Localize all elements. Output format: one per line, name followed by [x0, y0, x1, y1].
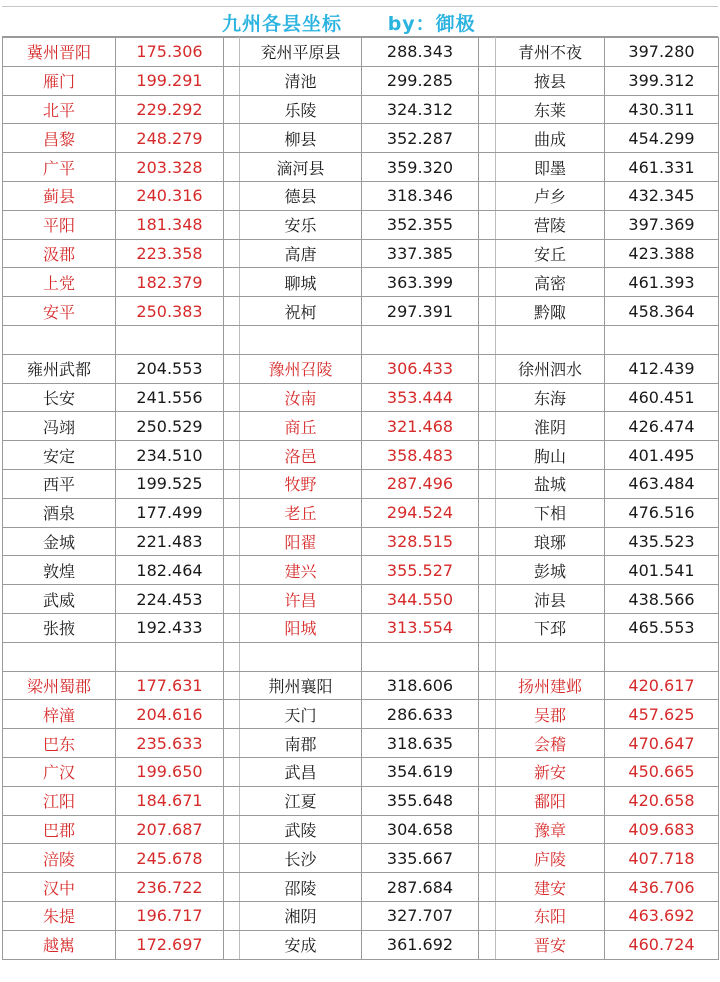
county-name-cell: 冯翊 [3, 412, 116, 441]
empty-cell [224, 527, 240, 556]
empty-cell [479, 786, 496, 815]
empty-cell [224, 556, 240, 585]
coordinate-cell: 454.299 [605, 124, 719, 153]
coordinate-cell: 397.369 [605, 210, 719, 239]
empty-cell [224, 700, 240, 729]
empty-cell [479, 729, 496, 758]
coordinate-cell: 409.683 [605, 815, 719, 844]
table-row [3, 469, 719, 498]
empty-cell [479, 498, 496, 527]
coordinate-cell: 463.692 [605, 901, 719, 930]
coordinate-cell: 207.687 [116, 815, 224, 844]
table-row [3, 383, 719, 412]
coordinate-cell: 204.616 [116, 700, 224, 729]
empty-cell [479, 671, 496, 700]
title-row [2, 6, 718, 37]
county-table [2, 37, 719, 960]
county-name-cell: 西平 [3, 469, 116, 498]
coordinate-cell: 423.388 [605, 239, 719, 268]
county-name-cell: 长沙 [240, 844, 362, 873]
county-name-cell: 扬州建邺 [496, 671, 605, 700]
coordinate-cell: 450.665 [605, 757, 719, 786]
empty-cell [224, 66, 240, 95]
coordinate-cell: 327.707 [362, 901, 479, 930]
coordinate-cell: 436.706 [605, 873, 719, 902]
county-name-cell: 洛邑 [240, 441, 362, 470]
county-name-cell: 会稽 [496, 729, 605, 758]
county-name-cell: 下邳 [496, 613, 605, 642]
coordinate-cell: 235.633 [116, 729, 224, 758]
empty-cell [479, 585, 496, 614]
county-name-cell: 德县 [240, 181, 362, 210]
coordinate-cell: 294.524 [362, 498, 479, 527]
coordinate-cell: 229.292 [116, 95, 224, 124]
empty-cell [224, 901, 240, 930]
empty-cell [224, 815, 240, 844]
empty-cell [479, 38, 496, 67]
empty-cell [479, 556, 496, 585]
coordinate-cell: 318.635 [362, 729, 479, 758]
county-name-cell: 冀州晋阳 [3, 38, 116, 67]
empty-cell [479, 412, 496, 441]
county-name-cell: 许昌 [240, 585, 362, 614]
coordinate-cell: 203.328 [116, 153, 224, 182]
empty-cell [240, 325, 362, 354]
empty-cell [605, 642, 719, 671]
coordinate-cell: 177.499 [116, 498, 224, 527]
empty-cell [240, 642, 362, 671]
empty-cell [479, 383, 496, 412]
county-name-cell: 卢乡 [496, 181, 605, 210]
coordinate-cell: 245.678 [116, 844, 224, 873]
county-name-cell: 汝南 [240, 383, 362, 412]
coordinate-cell: 363.399 [362, 268, 479, 297]
empty-cell [479, 901, 496, 930]
empty-cell [224, 671, 240, 700]
table-row [3, 613, 719, 642]
county-name-cell: 酒泉 [3, 498, 116, 527]
table-row [3, 38, 719, 67]
empty-cell [224, 786, 240, 815]
coordinate-cell: 354.619 [362, 757, 479, 786]
county-name-cell: 汉中 [3, 873, 116, 902]
table-row [3, 873, 719, 902]
empty-cell [3, 642, 116, 671]
empty-cell [479, 700, 496, 729]
coordinate-cell: 318.346 [362, 181, 479, 210]
table-row [3, 585, 719, 614]
county-name-cell: 徐州泗水 [496, 354, 605, 383]
county-name-cell: 牧野 [240, 469, 362, 498]
county-name-cell: 南郡 [240, 729, 362, 758]
empty-cell [224, 239, 240, 268]
county-name-cell: 鄱阳 [496, 786, 605, 815]
table-row [3, 441, 719, 470]
empty-cell [479, 757, 496, 786]
coordinate-cell: 236.722 [116, 873, 224, 902]
empty-cell [496, 325, 605, 354]
empty-cell [224, 729, 240, 758]
county-name-cell: 武威 [3, 585, 116, 614]
county-name-cell: 雁门 [3, 66, 116, 95]
coordinate-cell: 224.453 [116, 585, 224, 614]
county-name-cell: 老丘 [240, 498, 362, 527]
table-row [3, 297, 719, 326]
empty-cell [224, 844, 240, 873]
county-name-cell: 掖县 [496, 66, 605, 95]
empty-cell [496, 642, 605, 671]
county-name-cell: 蓟县 [3, 181, 116, 210]
coordinate-cell: 328.515 [362, 527, 479, 556]
coordinate-cell: 234.510 [116, 441, 224, 470]
coordinate-cell: 250.383 [116, 297, 224, 326]
coordinate-cell: 318.606 [362, 671, 479, 700]
empty-cell [224, 153, 240, 182]
empty-cell [224, 383, 240, 412]
coordinate-cell: 353.444 [362, 383, 479, 412]
empty-cell [224, 613, 240, 642]
table-row [3, 901, 719, 930]
county-name-cell: 邵陵 [240, 873, 362, 902]
table-row [3, 239, 719, 268]
coordinate-cell: 199.650 [116, 757, 224, 786]
empty-cell [479, 527, 496, 556]
empty-cell [224, 181, 240, 210]
coordinate-cell: 286.633 [362, 700, 479, 729]
empty-cell [479, 325, 496, 354]
county-name-cell: 昌黎 [3, 124, 116, 153]
county-name-cell: 商丘 [240, 412, 362, 441]
empty-cell [116, 325, 224, 354]
empty-cell [224, 268, 240, 297]
county-name-cell: 彭城 [496, 556, 605, 585]
coordinate-cell: 420.617 [605, 671, 719, 700]
county-name-cell: 长安 [3, 383, 116, 412]
table-row [3, 671, 719, 700]
coordinate-cell: 460.724 [605, 930, 719, 959]
table-row [3, 268, 719, 297]
coordinate-cell: 192.433 [116, 613, 224, 642]
table-row [3, 786, 719, 815]
empty-cell [224, 210, 240, 239]
county-name-cell: 江夏 [240, 786, 362, 815]
coordinate-sheet [2, 6, 718, 960]
empty-cell [479, 930, 496, 959]
empty-cell [224, 757, 240, 786]
county-name-cell: 涪陵 [3, 844, 116, 873]
coordinate-cell: 182.379 [116, 268, 224, 297]
table-row [3, 700, 719, 729]
county-name-cell: 青州不夜 [496, 38, 605, 67]
coordinate-cell: 177.631 [116, 671, 224, 700]
county-name-cell: 曲成 [496, 124, 605, 153]
county-name-cell: 滴河县 [240, 153, 362, 182]
coordinate-cell: 420.658 [605, 786, 719, 815]
empty-cell [362, 642, 479, 671]
county-name-cell: 下相 [496, 498, 605, 527]
county-name-cell: 建兴 [240, 556, 362, 585]
county-name-cell: 朱提 [3, 901, 116, 930]
county-name-cell: 武昌 [240, 757, 362, 786]
empty-cell [479, 354, 496, 383]
coordinate-cell: 438.566 [605, 585, 719, 614]
empty-cell [224, 325, 240, 354]
empty-cell [479, 239, 496, 268]
coordinate-cell: 204.553 [116, 354, 224, 383]
coordinate-cell: 182.464 [116, 556, 224, 585]
empty-cell [479, 66, 496, 95]
coordinate-cell: 355.648 [362, 786, 479, 815]
county-name-cell: 淮阴 [496, 412, 605, 441]
coordinate-cell: 397.280 [605, 38, 719, 67]
coordinate-cell: 250.529 [116, 412, 224, 441]
empty-cell [224, 95, 240, 124]
coordinate-cell: 352.355 [362, 210, 479, 239]
empty-cell [224, 930, 240, 959]
empty-cell [479, 469, 496, 498]
empty-cell [479, 268, 496, 297]
county-name-cell: 安乐 [240, 210, 362, 239]
empty-cell [479, 441, 496, 470]
county-name-cell: 建安 [496, 873, 605, 902]
coordinate-cell: 361.692 [362, 930, 479, 959]
county-name-cell: 庐陵 [496, 844, 605, 873]
county-name-cell: 敦煌 [3, 556, 116, 585]
coordinate-cell: 184.671 [116, 786, 224, 815]
coordinate-cell: 199.291 [116, 66, 224, 95]
county-table-body [3, 38, 719, 960]
coordinate-cell: 172.697 [116, 930, 224, 959]
gap-row [3, 642, 719, 671]
county-name-cell: 高密 [496, 268, 605, 297]
county-name-cell: 梁州蜀郡 [3, 671, 116, 700]
empty-cell [479, 873, 496, 902]
county-name-cell: 黔陬 [496, 297, 605, 326]
county-name-cell: 巴东 [3, 729, 116, 758]
county-name-cell: 朐山 [496, 441, 605, 470]
coordinate-cell: 306.433 [362, 354, 479, 383]
county-name-cell: 东莱 [496, 95, 605, 124]
table-row [3, 95, 719, 124]
coordinate-cell: 240.316 [116, 181, 224, 210]
empty-cell [362, 325, 479, 354]
table-row [3, 354, 719, 383]
coordinate-cell: 248.279 [116, 124, 224, 153]
county-name-cell: 天门 [240, 700, 362, 729]
coordinate-cell: 401.495 [605, 441, 719, 470]
table-row [3, 556, 719, 585]
county-name-cell: 雍州武都 [3, 354, 116, 383]
coordinate-cell: 181.348 [116, 210, 224, 239]
empty-cell [224, 412, 240, 441]
coordinate-cell: 299.285 [362, 66, 479, 95]
coordinate-cell: 337.385 [362, 239, 479, 268]
table-row [3, 210, 719, 239]
empty-cell [224, 441, 240, 470]
table-row [3, 527, 719, 556]
coordinate-cell: 241.556 [116, 383, 224, 412]
county-name-cell: 豫州召陵 [240, 354, 362, 383]
coordinate-cell: 175.306 [116, 38, 224, 67]
coordinate-cell: 335.667 [362, 844, 479, 873]
coordinate-cell: 430.311 [605, 95, 719, 124]
empty-cell [479, 181, 496, 210]
county-name-cell: 巴郡 [3, 815, 116, 844]
coordinate-cell: 432.345 [605, 181, 719, 210]
county-name-cell: 广汉 [3, 757, 116, 786]
sheet-title: 九州各县坐标 by：御极 [222, 13, 476, 35]
empty-cell [224, 297, 240, 326]
county-name-cell: 柳县 [240, 124, 362, 153]
county-name-cell: 乐陵 [240, 95, 362, 124]
table-row [3, 844, 719, 873]
county-name-cell: 吴郡 [496, 700, 605, 729]
county-name-cell: 武陵 [240, 815, 362, 844]
coordinate-cell: 461.393 [605, 268, 719, 297]
county-name-cell: 沛县 [496, 585, 605, 614]
county-name-cell: 广平 [3, 153, 116, 182]
county-name-cell: 安定 [3, 441, 116, 470]
coordinate-cell: 297.391 [362, 297, 479, 326]
coordinate-cell: 407.718 [605, 844, 719, 873]
empty-cell [224, 498, 240, 527]
coordinate-cell: 461.331 [605, 153, 719, 182]
empty-cell [479, 613, 496, 642]
coordinate-cell: 401.541 [605, 556, 719, 585]
coordinate-cell: 458.364 [605, 297, 719, 326]
county-name-cell: 晋安 [496, 930, 605, 959]
table-row [3, 729, 719, 758]
empty-cell [605, 325, 719, 354]
empty-cell [224, 38, 240, 67]
empty-cell [479, 153, 496, 182]
table-row [3, 181, 719, 210]
empty-cell [3, 325, 116, 354]
county-name-cell: 高唐 [240, 239, 362, 268]
county-name-cell: 荆州襄阳 [240, 671, 362, 700]
empty-cell [224, 354, 240, 383]
empty-cell [479, 124, 496, 153]
county-name-cell: 汲郡 [3, 239, 116, 268]
county-name-cell: 琅琊 [496, 527, 605, 556]
coordinate-cell: 470.647 [605, 729, 719, 758]
county-name-cell: 安平 [3, 297, 116, 326]
county-name-cell: 湘阴 [240, 901, 362, 930]
empty-cell [224, 642, 240, 671]
empty-cell [224, 585, 240, 614]
county-name-cell: 盐城 [496, 469, 605, 498]
county-name-cell: 阳翟 [240, 527, 362, 556]
county-name-cell: 阳城 [240, 613, 362, 642]
table-row [3, 412, 719, 441]
empty-cell [479, 95, 496, 124]
empty-cell [224, 124, 240, 153]
county-name-cell: 清池 [240, 66, 362, 95]
coordinate-cell: 426.474 [605, 412, 719, 441]
empty-cell [116, 642, 224, 671]
county-name-cell: 营陵 [496, 210, 605, 239]
coordinate-cell: 465.553 [605, 613, 719, 642]
table-row [3, 124, 719, 153]
county-name-cell: 梓潼 [3, 700, 116, 729]
coordinate-cell: 435.523 [605, 527, 719, 556]
coordinate-cell: 199.525 [116, 469, 224, 498]
coordinate-cell: 223.358 [116, 239, 224, 268]
table-row [3, 498, 719, 527]
empty-cell [479, 297, 496, 326]
coordinate-cell: 358.483 [362, 441, 479, 470]
county-name-cell: 聊城 [240, 268, 362, 297]
county-name-cell: 上党 [3, 268, 116, 297]
coordinate-cell: 324.312 [362, 95, 479, 124]
empty-cell [224, 469, 240, 498]
coordinate-cell: 287.684 [362, 873, 479, 902]
coordinate-cell: 359.320 [362, 153, 479, 182]
coordinate-cell: 476.516 [605, 498, 719, 527]
coordinate-cell: 287.496 [362, 469, 479, 498]
table-row [3, 66, 719, 95]
county-name-cell: 东阳 [496, 901, 605, 930]
table-row [3, 815, 719, 844]
coordinate-cell: 288.343 [362, 38, 479, 67]
county-name-cell: 豫章 [496, 815, 605, 844]
coordinate-cell: 463.484 [605, 469, 719, 498]
coordinate-cell: 352.287 [362, 124, 479, 153]
county-name-cell: 平阳 [3, 210, 116, 239]
county-name-cell: 兖州平原县 [240, 38, 362, 67]
gap-row [3, 325, 719, 354]
coordinate-cell: 196.717 [116, 901, 224, 930]
empty-cell [224, 873, 240, 902]
county-name-cell: 东海 [496, 383, 605, 412]
county-name-cell: 安成 [240, 930, 362, 959]
county-name-cell: 新安 [496, 757, 605, 786]
coordinate-cell: 344.550 [362, 585, 479, 614]
empty-cell [479, 844, 496, 873]
empty-cell [479, 210, 496, 239]
empty-cell [479, 642, 496, 671]
county-name-cell: 祝柯 [240, 297, 362, 326]
coordinate-cell: 457.625 [605, 700, 719, 729]
coordinate-cell: 321.468 [362, 412, 479, 441]
table-row [3, 153, 719, 182]
county-name-cell: 北平 [3, 95, 116, 124]
coordinate-cell: 355.527 [362, 556, 479, 585]
empty-cell [479, 815, 496, 844]
table-row [3, 930, 719, 959]
coordinate-cell: 221.483 [116, 527, 224, 556]
county-name-cell: 安丘 [496, 239, 605, 268]
coordinate-cell: 304.658 [362, 815, 479, 844]
coordinate-cell: 313.554 [362, 613, 479, 642]
county-name-cell: 即墨 [496, 153, 605, 182]
county-name-cell: 江阳 [3, 786, 116, 815]
county-name-cell: 金城 [3, 527, 116, 556]
coordinate-cell: 399.312 [605, 66, 719, 95]
county-name-cell: 越嶲 [3, 930, 116, 959]
coordinate-cell: 460.451 [605, 383, 719, 412]
county-name-cell: 张掖 [3, 613, 116, 642]
coordinate-cell: 412.439 [605, 354, 719, 383]
table-row [3, 757, 719, 786]
